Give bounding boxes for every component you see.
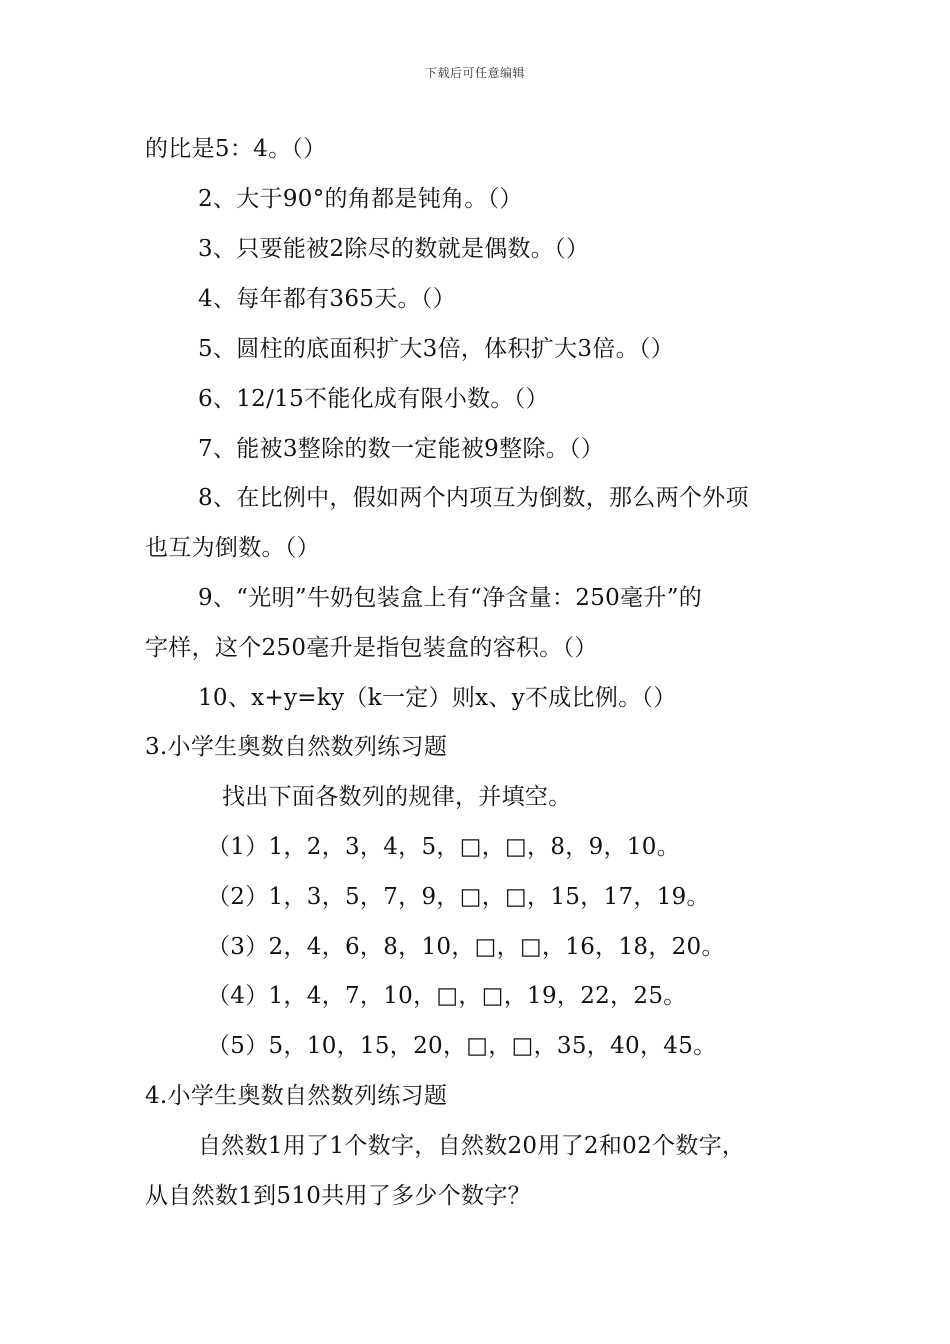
- sequence-item: （4）1，4，7，10，□，□，19，22，25。: [207, 983, 687, 1009]
- text-line: 自然数1用了1个数字，自然数20用了2和02个数字，: [198, 1133, 746, 1159]
- text-line: 9、“光明”牛奶包装盒上有“净含量：250毫升”的: [198, 585, 703, 611]
- text-line: 7、能被3整除的数一定能被9整除。（）: [198, 436, 605, 462]
- text-line: 4、每年都有365天。（）: [198, 286, 456, 312]
- sequence-item: （2）1，3，5，7，9，□，□，15，17，19。: [207, 884, 710, 910]
- text-line: 10、x+y=ky（k一定）则x、y不成比例。（）: [198, 685, 677, 711]
- text-line: 的比是5：4。（）: [145, 136, 327, 162]
- page-header: 下载后可任意编辑: [424, 66, 525, 80]
- text-line: 2、大于90°的角都是钝角。（）: [198, 186, 523, 212]
- text-line: 找出下面各数列的规律，并填空。: [222, 784, 572, 810]
- text-line: 8、在比例中，假如两个内项互为倒数，那么两个外项: [198, 485, 749, 511]
- section-heading: 4.小学生奥数自然数列练习题: [145, 1083, 448, 1109]
- text-line: 5、圆柱的底面积扩大3倍，体积扩大3倍。（）: [198, 336, 674, 362]
- text-line: 从自然数1到510共用了多少个数字？: [145, 1183, 531, 1209]
- sequence-item: （5）5，10，15，20，□，□，35，40，45。: [207, 1033, 717, 1059]
- text-line: 字样，这个250毫升是指包装盒的容积。（）: [145, 635, 598, 661]
- sequence-item: （1）1，2，3，4，5，□，□，8，9，10。: [207, 834, 680, 860]
- section-heading: 3.小学生奥数自然数列练习题: [145, 734, 448, 760]
- text-line: 6、12/15不能化成有限小数。（）: [198, 386, 549, 412]
- text-line: 3、只要能被2除尽的数就是偶数。（）: [198, 236, 590, 262]
- text-line: 也互为倒数。（）: [145, 535, 320, 561]
- sequence-item: （3）2，4，6，8，10，□，□，16，18，20。: [207, 934, 725, 960]
